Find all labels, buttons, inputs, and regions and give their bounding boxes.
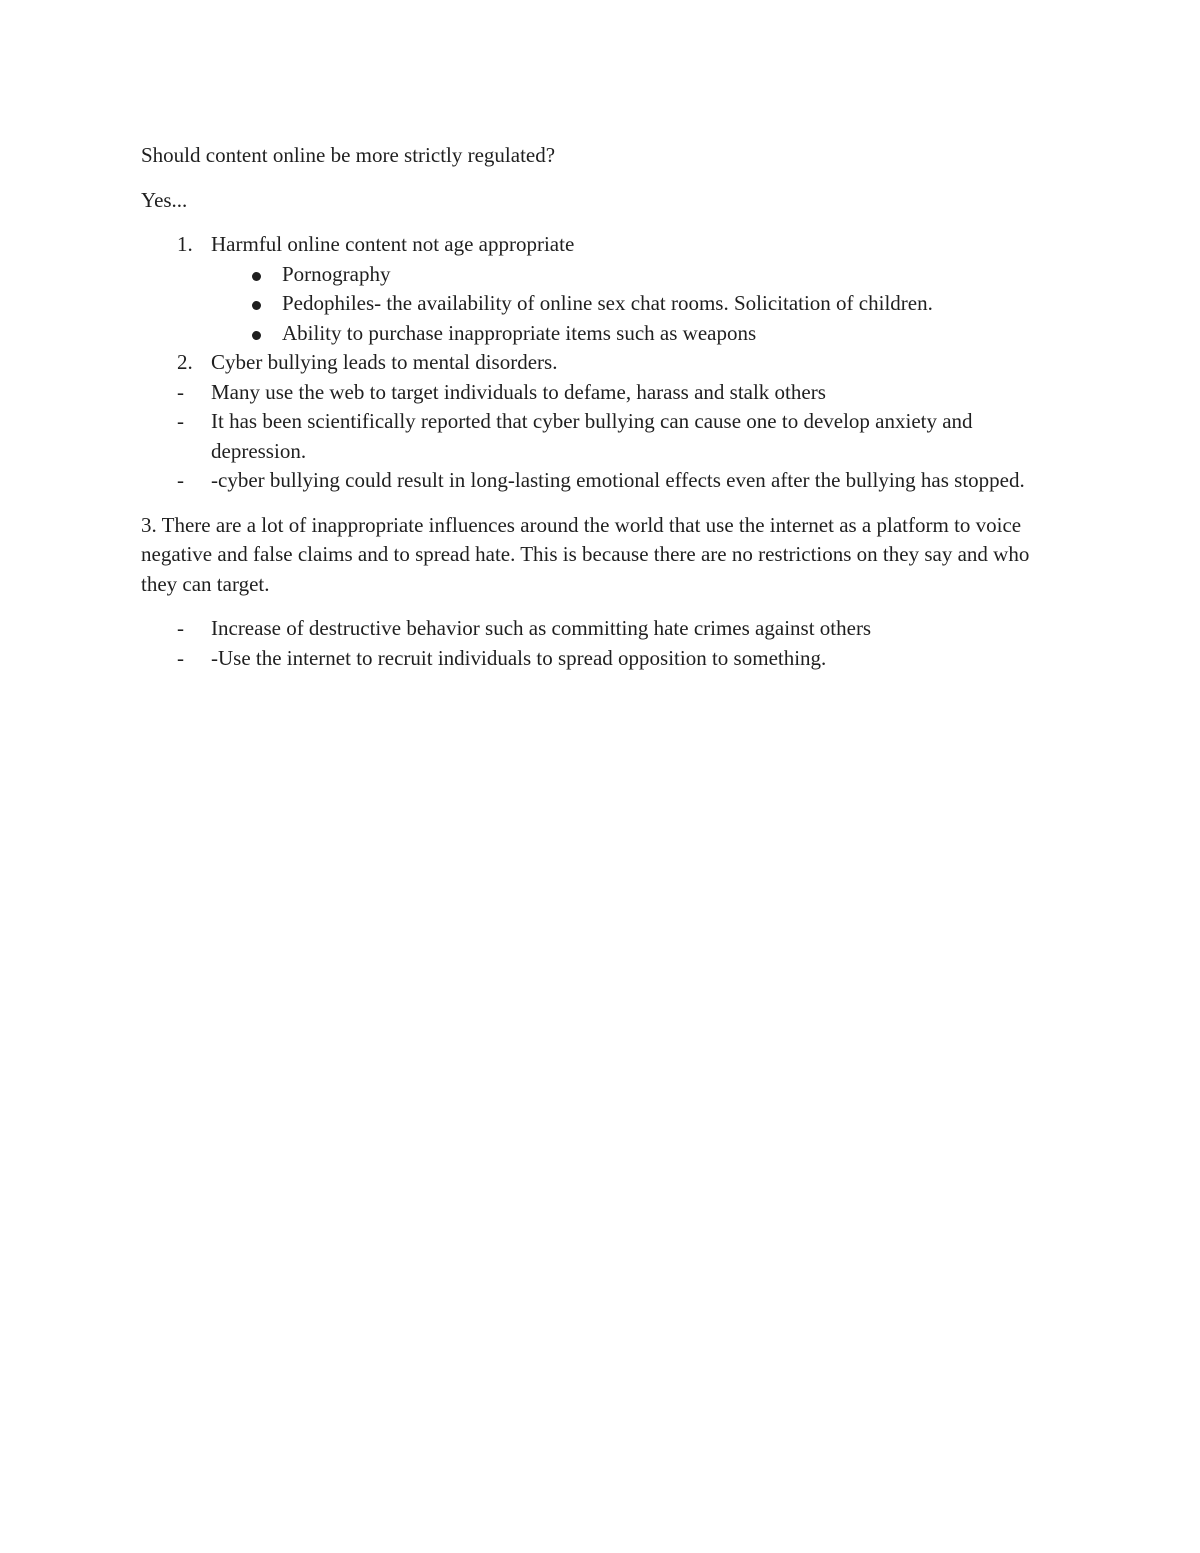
dash-marker: - <box>177 409 184 433</box>
dash-text: -Use the internet to recruit individuals to spread opposition to something. <box>211 645 827 670</box>
list-number: 2. <box>177 350 193 374</box>
list-item-text: Harmful online content not age appropriate <box>211 232 575 256</box>
bullet-dot-icon <box>252 331 261 340</box>
dash-item <box>141 466 1061 496</box>
bullet-item <box>141 289 1061 319</box>
bullet-dot-icon <box>252 272 261 281</box>
question-line: Should content online be more strictly regulated? <box>141 143 556 167</box>
bullet-dot-icon <box>252 301 261 310</box>
dash-item <box>141 378 1061 408</box>
bullet-text: Pedophiles- the availability of online sex chat rooms. Solicitation of children. <box>282 291 933 315</box>
dash-text: Many use the web to target individuals to defame, harass and stalk others <box>211 379 826 404</box>
dash-item <box>141 644 1061 674</box>
document-body <box>141 141 1061 673</box>
dash-item <box>141 614 1061 644</box>
list-item-2 <box>141 348 1061 378</box>
dash-marker: - <box>177 379 184 404</box>
paragraph-point-3: 3. There are a lot of inappropriate influences around the world that use the internet as a platform to voice negative and false claims and to spread hate. This is because there are no restrictions on they say and who they can target. <box>141 512 1030 596</box>
dash-marker: - <box>177 645 184 670</box>
dash-text: Increase of destructive behavior such as committing hate crimes against others <box>211 616 872 640</box>
list-number: 1. <box>177 232 193 256</box>
dash-marker: - <box>177 468 184 492</box>
bullet-text: Pornography <box>282 261 391 286</box>
dash-text: It has been scientifically reported that cyber bullying can cause one to develop anxiety and depression. <box>211 409 973 463</box>
bullet-item <box>141 319 1061 349</box>
numbered-list <box>141 230 1061 496</box>
dash-marker: - <box>177 616 184 640</box>
dash-text: -cyber bullying could result in long-lasting emotional effects even after the bullying has stopped. <box>211 468 1025 492</box>
dash-list <box>141 614 1061 673</box>
list-item-1 <box>141 230 1061 260</box>
bullet-text: Ability to purchase inappropriate items such as weapons <box>282 320 757 345</box>
bullet-item <box>141 260 1061 290</box>
answer-line: Yes... <box>141 187 188 212</box>
dash-item <box>141 407 1061 466</box>
list-item-text: Cyber bullying leads to mental disorders. <box>211 350 558 374</box>
